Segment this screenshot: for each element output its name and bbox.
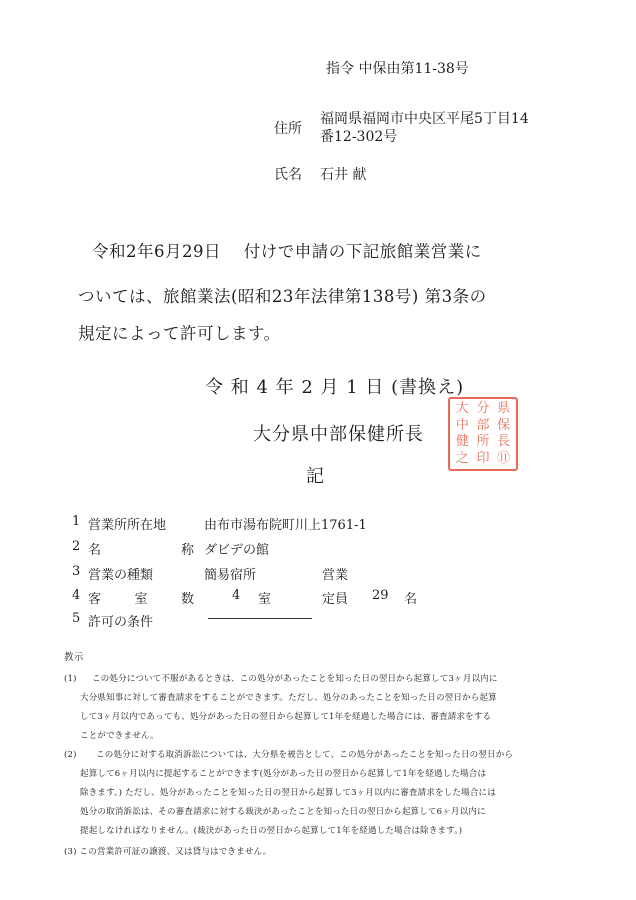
seal-char: 部 [476,417,490,433]
seal-char: 保 [497,417,511,433]
seal-char: ⑪ [497,450,511,466]
seal-char: 之 [455,450,469,466]
item-2-num: 2 [72,539,81,554]
item-2-value: ダビデの館 [204,543,270,558]
item-1-num: 1 [72,514,81,529]
item-3-num: 3 [72,564,81,579]
address-line-1: 福岡県福岡市中央区平尾5丁目14 [320,111,529,127]
item-4-capacity-unit: 名 [404,592,418,607]
item-4-label-c: 数 [180,592,194,607]
issuer: 大分県中部保健所長 [253,424,424,445]
item-2-label [88,539,194,558]
seal-char: 印 [476,450,490,466]
name-value: 石井 献 [320,167,367,183]
item-4-capacity-label: 定員 [322,592,349,607]
item-2-label-b: 称 [180,543,194,558]
body-line-2: ついては、旅館業法(昭和23年法律第138号) 第3条の [78,287,487,306]
item-3-value: 簡易宿所 [204,568,257,583]
item-1-label: 営業所所在地 [88,518,167,533]
item-4-label-a: 客 [88,592,102,607]
body-line-1: 令和2年6月29日 付けで申請の下記旅館業営業に [92,242,482,261]
item-3-label: 営業の種類 [88,568,154,583]
notice-2-line-1: この処分に対する取消訴訟については、大分県を被告として、この処分があったことを知った日の翌日から [96,750,514,760]
item-2-label-a: 名 [88,543,102,558]
notice-2-line-3: 除きます。) ただし、処分があったことを知った日の翌日から起算して3ヶ月以内に審査請求をした場合には [80,788,496,798]
item-5-num: 5 [72,611,81,626]
notice-2-line-2: 起算して6ヶ月以内に提起することができます(処分があった日の翌日から起算して1年を経過した場合は [80,769,487,779]
notice-1-line-2: 大分県知事に対して審査請求をすることができます。ただし、処分のあったことを知った日の翌日から起算 [80,693,497,703]
seal-char: 中 [455,417,469,433]
seal-char: 所 [476,434,490,450]
item-5-label: 許可の条件 [88,615,154,630]
ki-heading: 記 [306,466,325,487]
seal-char: 大 [455,401,469,417]
item-4-rooms-unit: 室 [258,592,272,607]
seal-char: 長 [497,434,511,450]
address-label: 住所 [274,121,302,137]
notice-title: 教示 [64,652,84,663]
item-4-rooms: 4 [232,588,241,603]
notice-2-num: (2) [64,750,77,760]
item-5-blank-line [208,618,312,619]
item-1-value: 由布市湯布院町川上1761-1 [204,518,367,533]
body-line-3: 規定によって許可します。 [78,324,281,343]
seal-char: 県 [497,401,511,417]
notice-1-line-1: この処分について不服があるときは、この処分があったことを知った日の翌日から起算して3ヶ月以内に [92,674,498,684]
seal-char: 分 [476,401,490,417]
name-label: 氏名 [274,167,302,183]
item-4-label-b: 室 [134,592,148,607]
official-seal [448,397,518,471]
item-4-label [88,588,194,607]
notice-3: (3) この営業許可証の譲渡、又は貸与はできません。 [64,847,272,857]
order-number: 指令 中保由第11-38号 [326,61,469,77]
notice-1-num: (1) [64,674,77,684]
item-3-extra: 営業 [322,568,349,583]
address-line-2: 番12-302号 [320,129,398,145]
seal-char: 健 [455,434,469,450]
item-4-capacity: 29 [372,588,389,603]
notice-2-line-4: 処分の取消訴訟は、その審査請求に対する裁決があったことを知った日の翌日から起算して6ヶ月以内に [80,807,486,817]
item-4-num: 4 [72,588,81,603]
notice-1-line-4: ことができません。 [80,731,159,741]
notice-1-line-3: して3ヶ月以内であっても、処分があった日の翌日から起算して1年を経過した場合には、審査請求をする [80,712,492,722]
notice-2-line-5: 提起しなければなりません。(裁決があった日の翌日から起算して1年を経過した場合は除きます。) [80,826,463,836]
date-line: 令 和 4 年 2 月 1 日 (書換え) [205,377,465,398]
